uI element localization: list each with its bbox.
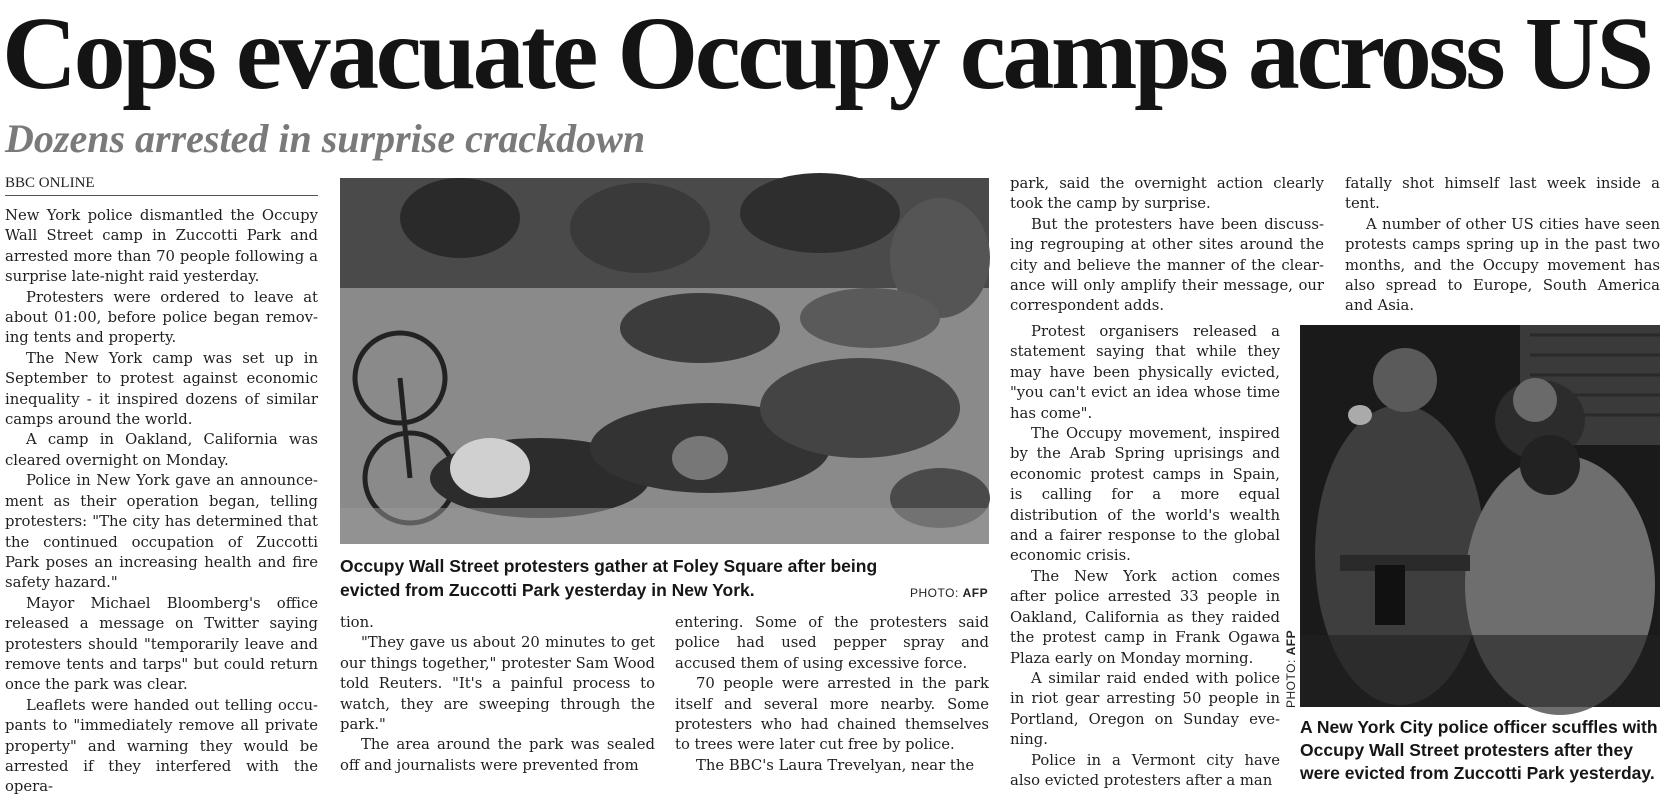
paragraph: New York police dismantled the Occupy Wall Street camp in Zuccotti Park and arrested more than 70 people following a surprise late-night raid yesterday. bbox=[5, 207, 318, 286]
paragraph: Police in New York gave an announcement as their operation began, telling protesters: "The city has determined that the continued occupation of Zuccotti Park poses an increasing health and fire safety hazard." bbox=[5, 472, 318, 592]
paragraph: The New York camp was set up in September to protest against economic inequality - it inspired dozens of similar camps around the world. bbox=[5, 349, 318, 429]
paragraph: fatally shot himself last week inside a tent. bbox=[1345, 175, 1660, 213]
paragraph: Mayor Michael Bloomberg's office released a message on Twitter saying protesters should "temporarily leave and remove tents and tarps" but could return once the park was clear. bbox=[5, 594, 318, 694]
police-officer-photo bbox=[1300, 325, 1660, 707]
paragraph: A similar raid ended with police in riot gear arresting 50 people in Portland, Oregon on Sunday evening. bbox=[1010, 669, 1280, 749]
paragraph: Police in a Vermont city have also evicted protesters after a man bbox=[1010, 751, 1280, 789]
paragraph: The New York action comes after police arrested 33 people in Oakland, California as they raided the protest camp in Frank Ogawa Plaza early on Monday morning. bbox=[1010, 567, 1280, 667]
paragraph: 70 people were arrested in the park itself and several more nearby. Some protesters who had chained themselves to trees were later cut free by police. bbox=[675, 675, 989, 754]
subheadline: Dozens arrested in surprise crackdown bbox=[5, 116, 646, 161]
byline: BBC ONLINE bbox=[5, 173, 318, 196]
headline: Cops evacuate Occupy camps across US bbox=[2, 0, 1651, 111]
police-scuffle-image bbox=[1300, 325, 1660, 707]
photo1-caption: Occupy Wall Street protesters gather at Foley Square after being evicted from Zuccotti Park yesterday in New York. bbox=[340, 556, 878, 600]
paragraph: But the protesters have been discussing regrouping at other sites around the city and believe the manner of the clearance will only amplify their message, our correspondent adds. bbox=[1010, 215, 1324, 315]
photo2-credit-label: PHOTO: bbox=[1284, 659, 1298, 708]
paragraph: Leaflets were handed out telling occupants to "immediately remove all private property" and warning they would be arrested if they interfered with the opera- bbox=[5, 696, 318, 796]
photo1-credit bbox=[910, 586, 988, 600]
article-column-5 bbox=[1345, 174, 1660, 322]
paragraph: park, said the overnight action clearly took the camp by surprise. bbox=[1010, 175, 1324, 213]
photo1-credit-label: PHOTO: bbox=[910, 586, 959, 600]
paragraph: A camp in Oakland, California was cleared overnight on Monday. bbox=[5, 431, 318, 469]
photo2-caption: A New York City police officer scuffles with Occupy Wall Street protesters after they were evicted from Zuccotti Park yesterday. bbox=[1300, 717, 1658, 783]
paragraph: Protesters were ordered to leave at about 01:00, before police began removing tents and property. bbox=[5, 288, 318, 347]
photo2-credit-source: AFP bbox=[1284, 629, 1298, 656]
paragraph: "They gave us about 20 minutes to get our things together," protester Sam Wood told Reuters. "It's a painful process to watch, they are sweeping through the park." bbox=[340, 634, 655, 734]
article-column-3 bbox=[675, 613, 989, 784]
paragraph: entering. Some of the protesters said police had used pepper spray and accused them of using excessive force. bbox=[675, 614, 989, 672]
paragraph: The area around the park was sealed off and journalists were prevented from bbox=[340, 736, 655, 774]
protesters-lying-photo bbox=[340, 178, 989, 544]
article-column-4-bottom bbox=[1010, 322, 1280, 789]
protest-scene-image bbox=[340, 178, 989, 544]
paragraph: The Occupy movement, inspired by the Arab Spring uprisings and economic protest camps in Spain, is calling for a more equal distribution of the world's wealth and a fairer response to the global economic crisis. bbox=[1010, 425, 1280, 565]
article-column-1 bbox=[5, 206, 318, 796]
paragraph: The BBC's Laura Trevelyan, near the bbox=[696, 756, 975, 774]
photo2-credit bbox=[1284, 630, 1298, 708]
photo1-credit-source: AFP bbox=[962, 586, 989, 600]
paragraph: Protest organisers released a statement saying that while they may have been physically evicted, "you can't evict an idea whose time has come". bbox=[1010, 323, 1280, 422]
paragraph: tion. bbox=[340, 614, 374, 631]
paragraph: A number of other US cities have seen protests camps spring up in the past two months, and the Occupy movement has also spread to Europe, South America and Asia. bbox=[1345, 215, 1660, 315]
article-column-2 bbox=[340, 613, 655, 784]
article-column-4-top bbox=[1010, 174, 1324, 322]
